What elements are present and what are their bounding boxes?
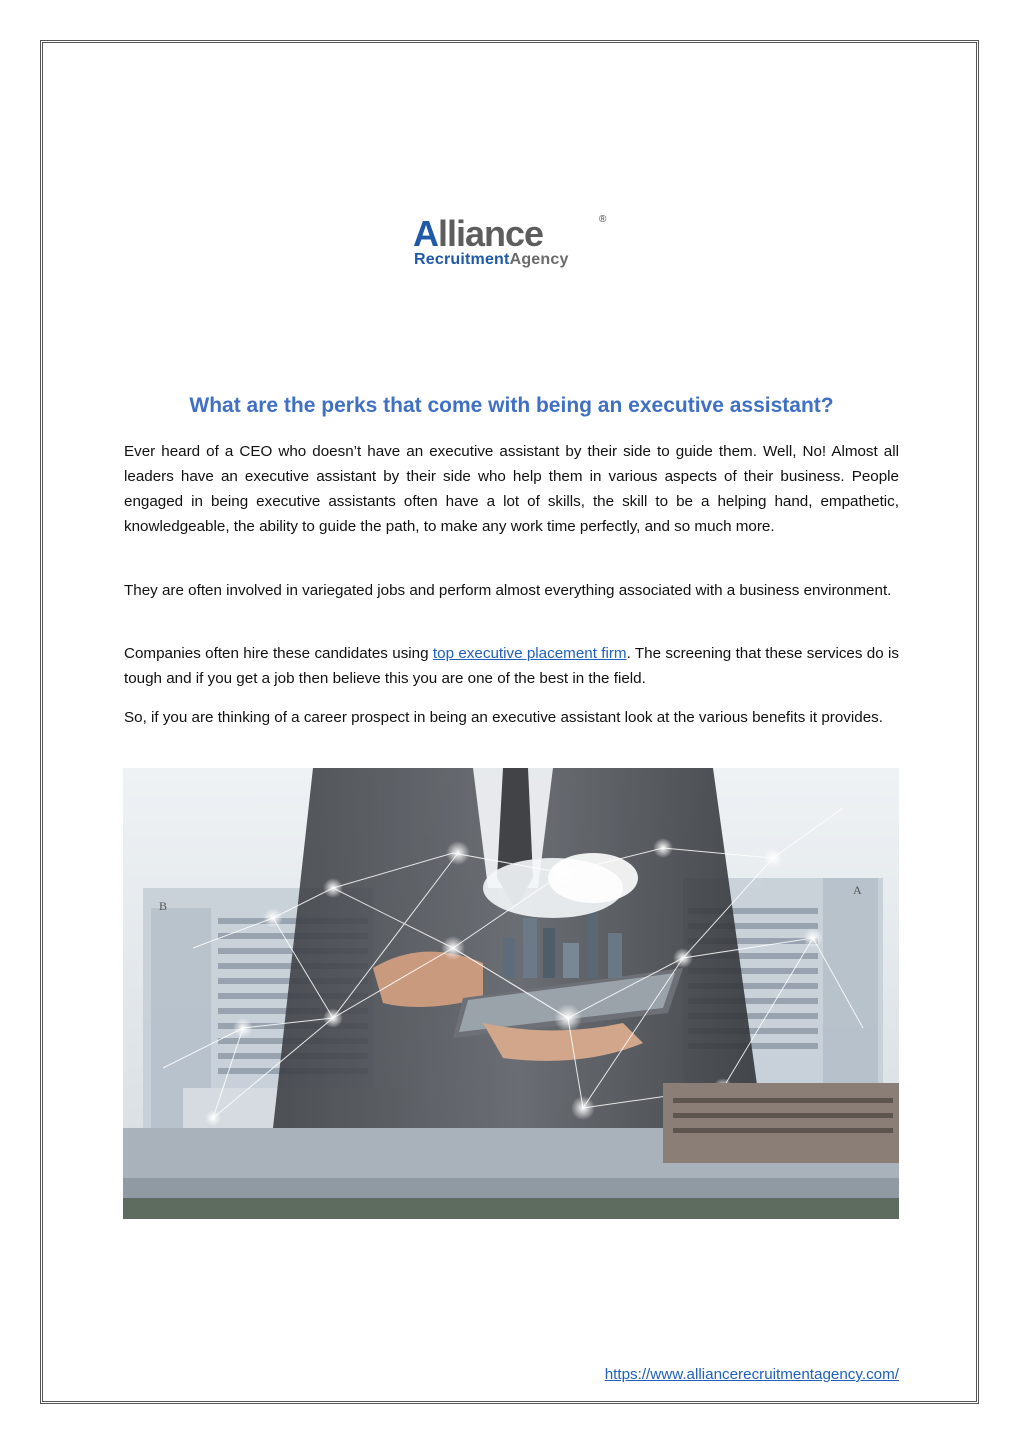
- footer-website-link[interactable]: https://www.alliancerecruitmentagency.com/: [604, 1366, 899, 1383]
- logo-word-recruitment-agency: [414, 250, 569, 270]
- paragraph-intro: Ever heard of a CEO who doesn’t have an executive assistant by their side to guide them. Well, No! Almost all leaders have an executive assistant by their side who help them in various aspects of their business. People engaged in being executive assistants often have a lot of skills, the skill to be a helping hand, empathetic, knowledgeable, the ability to guide the path, to make any work time perfectly, and so much more.: [124, 443, 899, 535]
- logo-word-rest: lliance: [438, 213, 544, 254]
- registered-trademark-mark: ®: [599, 214, 607, 225]
- paragraph-career: So, if you are thinking of a career prospect in being an executive assistant look at the various benefits it provides.: [124, 709, 883, 726]
- company-logo: [413, 214, 613, 276]
- paragraph-hiring-text-after: . The screening that these services do is tough and if you get a job then believe this you are one of the best in the field.: [124, 645, 899, 687]
- paragraph-roles: They are often involved in variegated jobs and perform almost everything associated with a business environment.: [124, 582, 892, 599]
- logo-letter-a: A: [413, 213, 438, 254]
- article-hero-image: [123, 768, 899, 1219]
- executive-placement-link[interactable]: top executive placement firm: [432, 645, 627, 662]
- logo-agency: Agency: [509, 251, 569, 268]
- logo-word-alliance: [413, 214, 543, 254]
- article-title: What are the perks that come with being an executive assistant?: [189, 394, 834, 417]
- paragraph-hiring: [124, 641, 899, 691]
- building-letter-a: A: [853, 883, 862, 897]
- building-letter-b: B: [159, 899, 168, 913]
- paragraph-hiring-text-before: Companies often hire these candidates using: [124, 645, 433, 662]
- logo-recruitment: Recruitment: [414, 251, 510, 268]
